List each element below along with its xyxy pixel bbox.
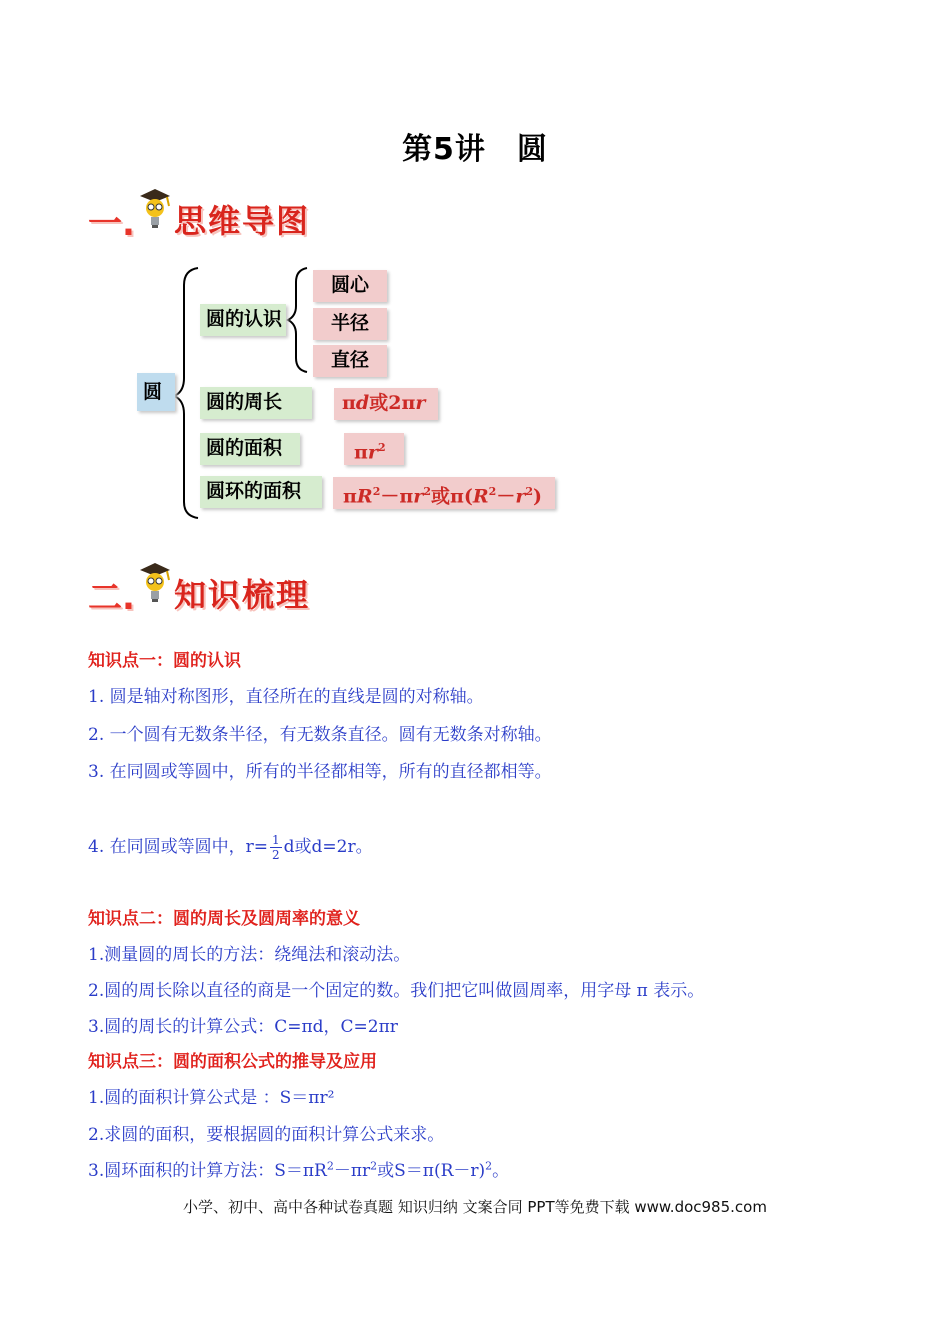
kp3-line-2: 2.求圆的面积，要根据圆的面积计算公式来求。 xyxy=(88,1125,445,1145)
mascot-bulb-icon xyxy=(136,560,174,604)
fraction-numerator: 1 xyxy=(272,833,280,847)
formula-part: d xyxy=(355,392,370,414)
formula-part: r xyxy=(515,485,526,508)
mind-map-braces xyxy=(0,0,950,540)
formula-part: π xyxy=(342,392,356,414)
kp1-line-1: 1. 圆是轴对称图形，直径所在的直线是圆的对称轴。 xyxy=(88,687,484,707)
mindmap-leaf-center: 圆心 xyxy=(313,270,387,302)
formula-part: －π xyxy=(380,485,414,508)
formula-part: r xyxy=(367,441,378,464)
fraction-one-half xyxy=(270,833,282,862)
mindmap-branch-area: 圆的面积 xyxy=(200,433,300,465)
formula-part: R xyxy=(472,485,489,508)
fraction-denominator: 2 xyxy=(272,848,280,862)
section-number: 二. xyxy=(88,578,135,618)
kp3-line-1: 1.圆的面积计算公式是 ：S＝πr² xyxy=(88,1088,335,1108)
kp1-line-4-pre: 4. 在同圆或等圆中，r= xyxy=(88,837,268,857)
formula-part: r xyxy=(413,485,424,508)
mindmap-formula-area xyxy=(344,433,404,465)
kp2-line-1: 1.测量圆的周长的方法：绕绳法和滚动法。 xyxy=(88,945,411,965)
page-title: 第5讲 圆 xyxy=(402,132,548,167)
kp1-heading: 知识点一：圆的认识 xyxy=(88,651,241,671)
page-footer: 小学、初中、高中各种试卷真题 知识归纳 文案合同 PPT等免费下载 www.doc985.com xyxy=(183,1198,767,1216)
formula-part: 或2π xyxy=(369,392,416,414)
kp3-heading: 知识点三：圆的面积公式的推导及应用 xyxy=(88,1052,377,1072)
mindmap-leaf-radius: 半径 xyxy=(313,308,387,340)
mindmap-branch-circumference: 圆的周长 xyxy=(200,387,312,419)
formula-part: π xyxy=(343,485,357,508)
formula-part: π xyxy=(354,441,368,464)
formula-part: － xyxy=(496,485,516,508)
kp2-line-3: 3.圆的周长的计算公式：C=πd，C=2πr xyxy=(88,1017,398,1037)
kp1-line-2: 2. 一个圆有无数条半径，有无数条直径。圆有无数条对称轴。 xyxy=(88,725,552,745)
formula-part: 2 xyxy=(423,485,431,498)
kp2-line-2: 2.圆的周长除以直径的商是一个固定的数。我们把它叫做圆周率，用字母 π 表示。 xyxy=(88,981,705,1001)
kp3-line-3-part: 2 xyxy=(326,1159,334,1173)
mindmap-branch-ring-area: 圆环的面积 xyxy=(200,476,322,508)
mindmap-formula-circumference xyxy=(334,388,438,420)
kp3-line-3-part: 2 xyxy=(485,1159,493,1173)
formula-part: 2 xyxy=(377,441,386,454)
kp1-line-4-post: d或d=2r。 xyxy=(283,837,373,857)
formula-part: R xyxy=(356,485,373,508)
kp1-line-3: 3. 在同圆或等圆中，所有的半径都相等，所有的直径都相等。 xyxy=(88,762,552,782)
kp3-line-3-part: 。 xyxy=(492,1161,510,1181)
formula-part: 2 xyxy=(372,485,381,498)
formula-part: 或π( xyxy=(430,485,473,508)
mindmap-formula-ring-area xyxy=(333,477,555,509)
section-label: 知识梳理 xyxy=(174,576,311,614)
kp3-line-3-part: 或S＝π(R－r) xyxy=(377,1161,486,1181)
mind-map xyxy=(0,0,950,540)
mindmap-leaf-diameter: 直径 xyxy=(313,345,387,377)
kp1-line-4 xyxy=(88,832,373,862)
kp3-line-3-part: 2 xyxy=(370,1159,378,1173)
section-number: 一. xyxy=(88,204,135,244)
mindmap-root: 圆 xyxy=(137,373,175,411)
formula-part: 2 xyxy=(525,485,534,498)
kp3-line-3 xyxy=(88,1156,509,1181)
section-heading-knowledge xyxy=(88,560,348,616)
section-label: 思维导图 xyxy=(174,202,311,240)
kp3-line-3-part: 3.圆环面积的计算方法：S＝πR xyxy=(88,1161,327,1181)
formula-part: 2 xyxy=(488,485,497,498)
formula-part: ) xyxy=(533,485,543,508)
kp2-heading: 知识点二：圆的周长及圆周率的意义 xyxy=(88,909,360,929)
kp3-line-3-part: －πr xyxy=(333,1161,371,1181)
formula-part: r xyxy=(415,392,426,414)
mindmap-branch-recognition: 圆的认识 xyxy=(200,304,286,336)
